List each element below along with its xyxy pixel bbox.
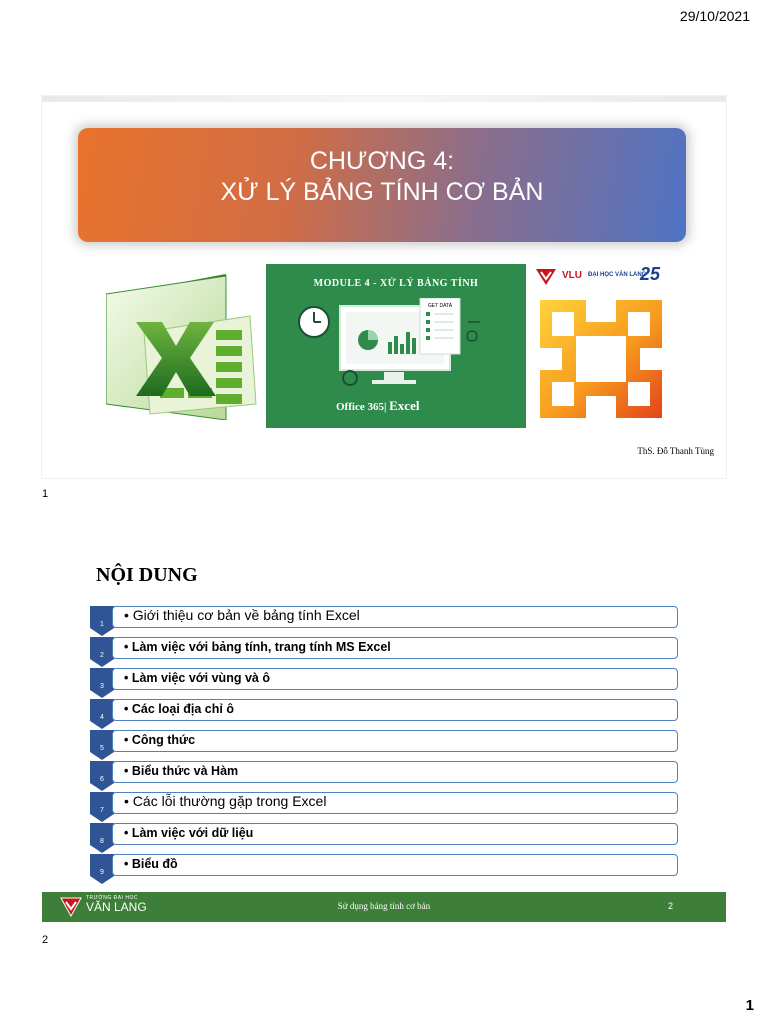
- slide-2-number: 2: [42, 934, 49, 946]
- footer-title: Sử dụng bảng tính cơ bản: [337, 901, 431, 911]
- agenda-box: [112, 730, 678, 752]
- module-footer-prefix: Office 365|: [336, 401, 387, 413]
- module-cover-image: [266, 264, 526, 428]
- slide-2-heading: NỘI DUNG: [96, 564, 198, 586]
- agenda-label: • Làm việc với vùng và ô: [124, 671, 270, 685]
- agenda-number: 1: [100, 621, 104, 628]
- agenda-item-7: [90, 792, 678, 814]
- agenda-label: • Biểu thức và Hàm: [124, 764, 239, 778]
- author: ThS. Đỗ Thanh Tùng: [637, 446, 714, 456]
- agenda-label: • Làm việc với bảng tính, trang tính MS Excel: [124, 640, 391, 654]
- agenda-number: 7: [100, 807, 104, 814]
- footer-logo-big: VĂN LANG: [86, 900, 147, 914]
- footer-logo-small: TRƯỜNG ĐẠI HỌC: [86, 895, 138, 901]
- vlu-anniversary: 25: [640, 264, 661, 284]
- agenda-label: • Công thức: [124, 733, 196, 747]
- slide-top-border: [42, 96, 726, 102]
- office-logo-icon: [536, 292, 666, 426]
- agenda-label: • Giới thiệu cơ bản về bảng tính Excel: [124, 607, 360, 623]
- dashboard-illustration-icon: [294, 298, 504, 394]
- agenda-label: • Làm việc với dữ liệu: [124, 826, 254, 840]
- agenda-number: 4: [100, 714, 104, 721]
- module-footer-app: Excel: [389, 398, 420, 413]
- agenda-item-2: [90, 637, 678, 659]
- agenda-number: 9: [100, 869, 104, 876]
- slide-2-footer: [42, 892, 726, 922]
- agenda-item-3: [90, 668, 678, 690]
- vlu-fullname: ĐẠI HỌC VĂN LANG: [588, 272, 647, 278]
- agenda-item-4: [90, 699, 678, 721]
- agenda-number: 8: [100, 838, 104, 845]
- agenda-item-1: [90, 606, 678, 628]
- slide-1: [42, 96, 726, 478]
- module-title: MODULE 4 - XỬ LÝ BẢNG TÍNH: [313, 278, 479, 289]
- vlu-shield-icon: [534, 268, 558, 286]
- module-footer: [336, 398, 419, 414]
- slide-title: [78, 146, 686, 208]
- agenda-box: [112, 854, 678, 876]
- agenda-item-8: [90, 823, 678, 845]
- slide-1-number: 1: [42, 488, 49, 500]
- agenda-label: • Các loại địa chỉ ô: [124, 702, 234, 716]
- agenda-number: 2: [100, 652, 104, 659]
- get-data-label: GET DATA: [427, 303, 453, 309]
- print-date: 29/10/2021: [679, 8, 750, 24]
- agenda-number: 6: [100, 776, 104, 783]
- agenda-number: 5: [100, 745, 104, 752]
- slide-title-line-1: CHƯƠNG 4:: [309, 147, 455, 175]
- agenda-item-5: [90, 730, 678, 752]
- slide-title-line-2: XỬ LÝ BẢNG TÍNH CƠ BẢN: [220, 178, 544, 206]
- vlu-abbrev: VLU: [562, 270, 582, 281]
- agenda-number: 3: [100, 683, 104, 690]
- footer-page-number: 2: [668, 901, 674, 911]
- agenda-item-6: [90, 761, 678, 783]
- page-number: 1: [745, 997, 754, 1014]
- agenda-label: • Các lỗi thường gặp trong Excel: [124, 793, 327, 809]
- excel-logo-icon: [106, 274, 258, 420]
- agenda-item-9: [90, 854, 678, 876]
- agenda-label: • Biểu đồ: [124, 857, 178, 871]
